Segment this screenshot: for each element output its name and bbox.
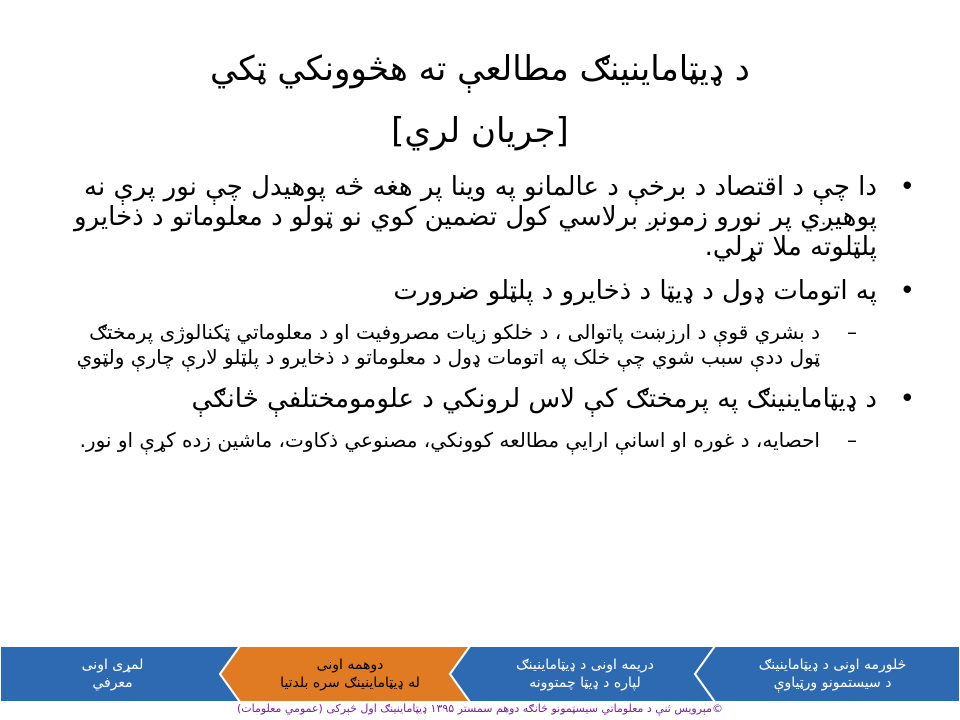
bullet-icon: • [899,276,915,306]
week-2-line-2: له ډيټاماينينګ سره بلدتيا [280,675,420,691]
bullet-item-2 [55,276,915,306]
week-2-link[interactable] [235,646,465,702]
copyright-footer: ©مېرويس ثنې د معلوماتي سيسټمونو څانګه دوهم سمستر ۱۳۹۵ ډيټاماينينګ اول څېرکی (عمومي معلومات) [236,702,724,715]
bullet-icon: • [899,384,915,414]
slide-title [60,38,900,162]
week-1-line-2: معرفي [92,675,133,691]
slide-body [55,172,915,467]
bullet-text: دا چې د اقتصاد د برخې د عالمانو په وينا پر هغه څه پوهيدل چې نور پرې نه پوهيږي پر نورو زمونږ برلاسي کول تضمين کوي نو ټولو د معلوماتو د ذخايرو پلټلوته ملا تړلي. [74,172,877,262]
week-3-link[interactable] [465,646,705,702]
week-1-link[interactable] [0,646,225,702]
bullet-icon: • [899,172,915,202]
sub-bullet-item-1 [55,320,915,370]
sub-bullet-item-2 [55,428,915,453]
week-2-line-1: دوهمه اونی [316,657,384,673]
bullet-text: په اتومات ډول د ډيټا د ذخايرو د پلټلو ضرورت [393,276,877,306]
week-3-line-2: لپاره د ډيټا چمتوونه [529,675,641,691]
title-line-2: [جريان لري] [391,111,569,151]
week-3-line-1: دريمه اونی د ډيټاماينينګ [516,657,654,673]
sub-bullet-text: احصايه، د غوره او اسانې ارايې مطالعه کوونکي، مصنوعي ذکاوت، ماشين زده کړې او نور. [79,428,820,452]
week-4-link[interactable] [710,646,955,702]
bullet-item-3 [55,384,915,414]
dash-icon: – [847,320,857,344]
week-4-line-2: د سيستمونو ورټياوې [773,675,892,691]
dash-icon: – [847,428,857,452]
sub-bullet-text: د بشري قوې د ارزښت پاتوالی ، د خلکو زيات مصروفيت او د معلوماتي ټکنالوژی پرمختګ ټول ددې سبب شوي چې خلک په اتومات ډول د معلوماتو د ذخايرو د پلټلو لارې چارې ولټوي [76,320,820,369]
week-4-line-1: څلورمه اونی د ډيټاماينينګ [758,657,907,673]
title-line-1: د ډيټاماينينګ مطالعې ته هڅوونکي ټکي [210,49,750,89]
bullet-item-1 [55,172,915,262]
bullet-text: د ډيټاماينينګ په پرمختګ کې لاس لرونکي د علومومختلفې څانګې [191,384,877,414]
week-1-line-1: لمړی اونی [81,657,144,673]
